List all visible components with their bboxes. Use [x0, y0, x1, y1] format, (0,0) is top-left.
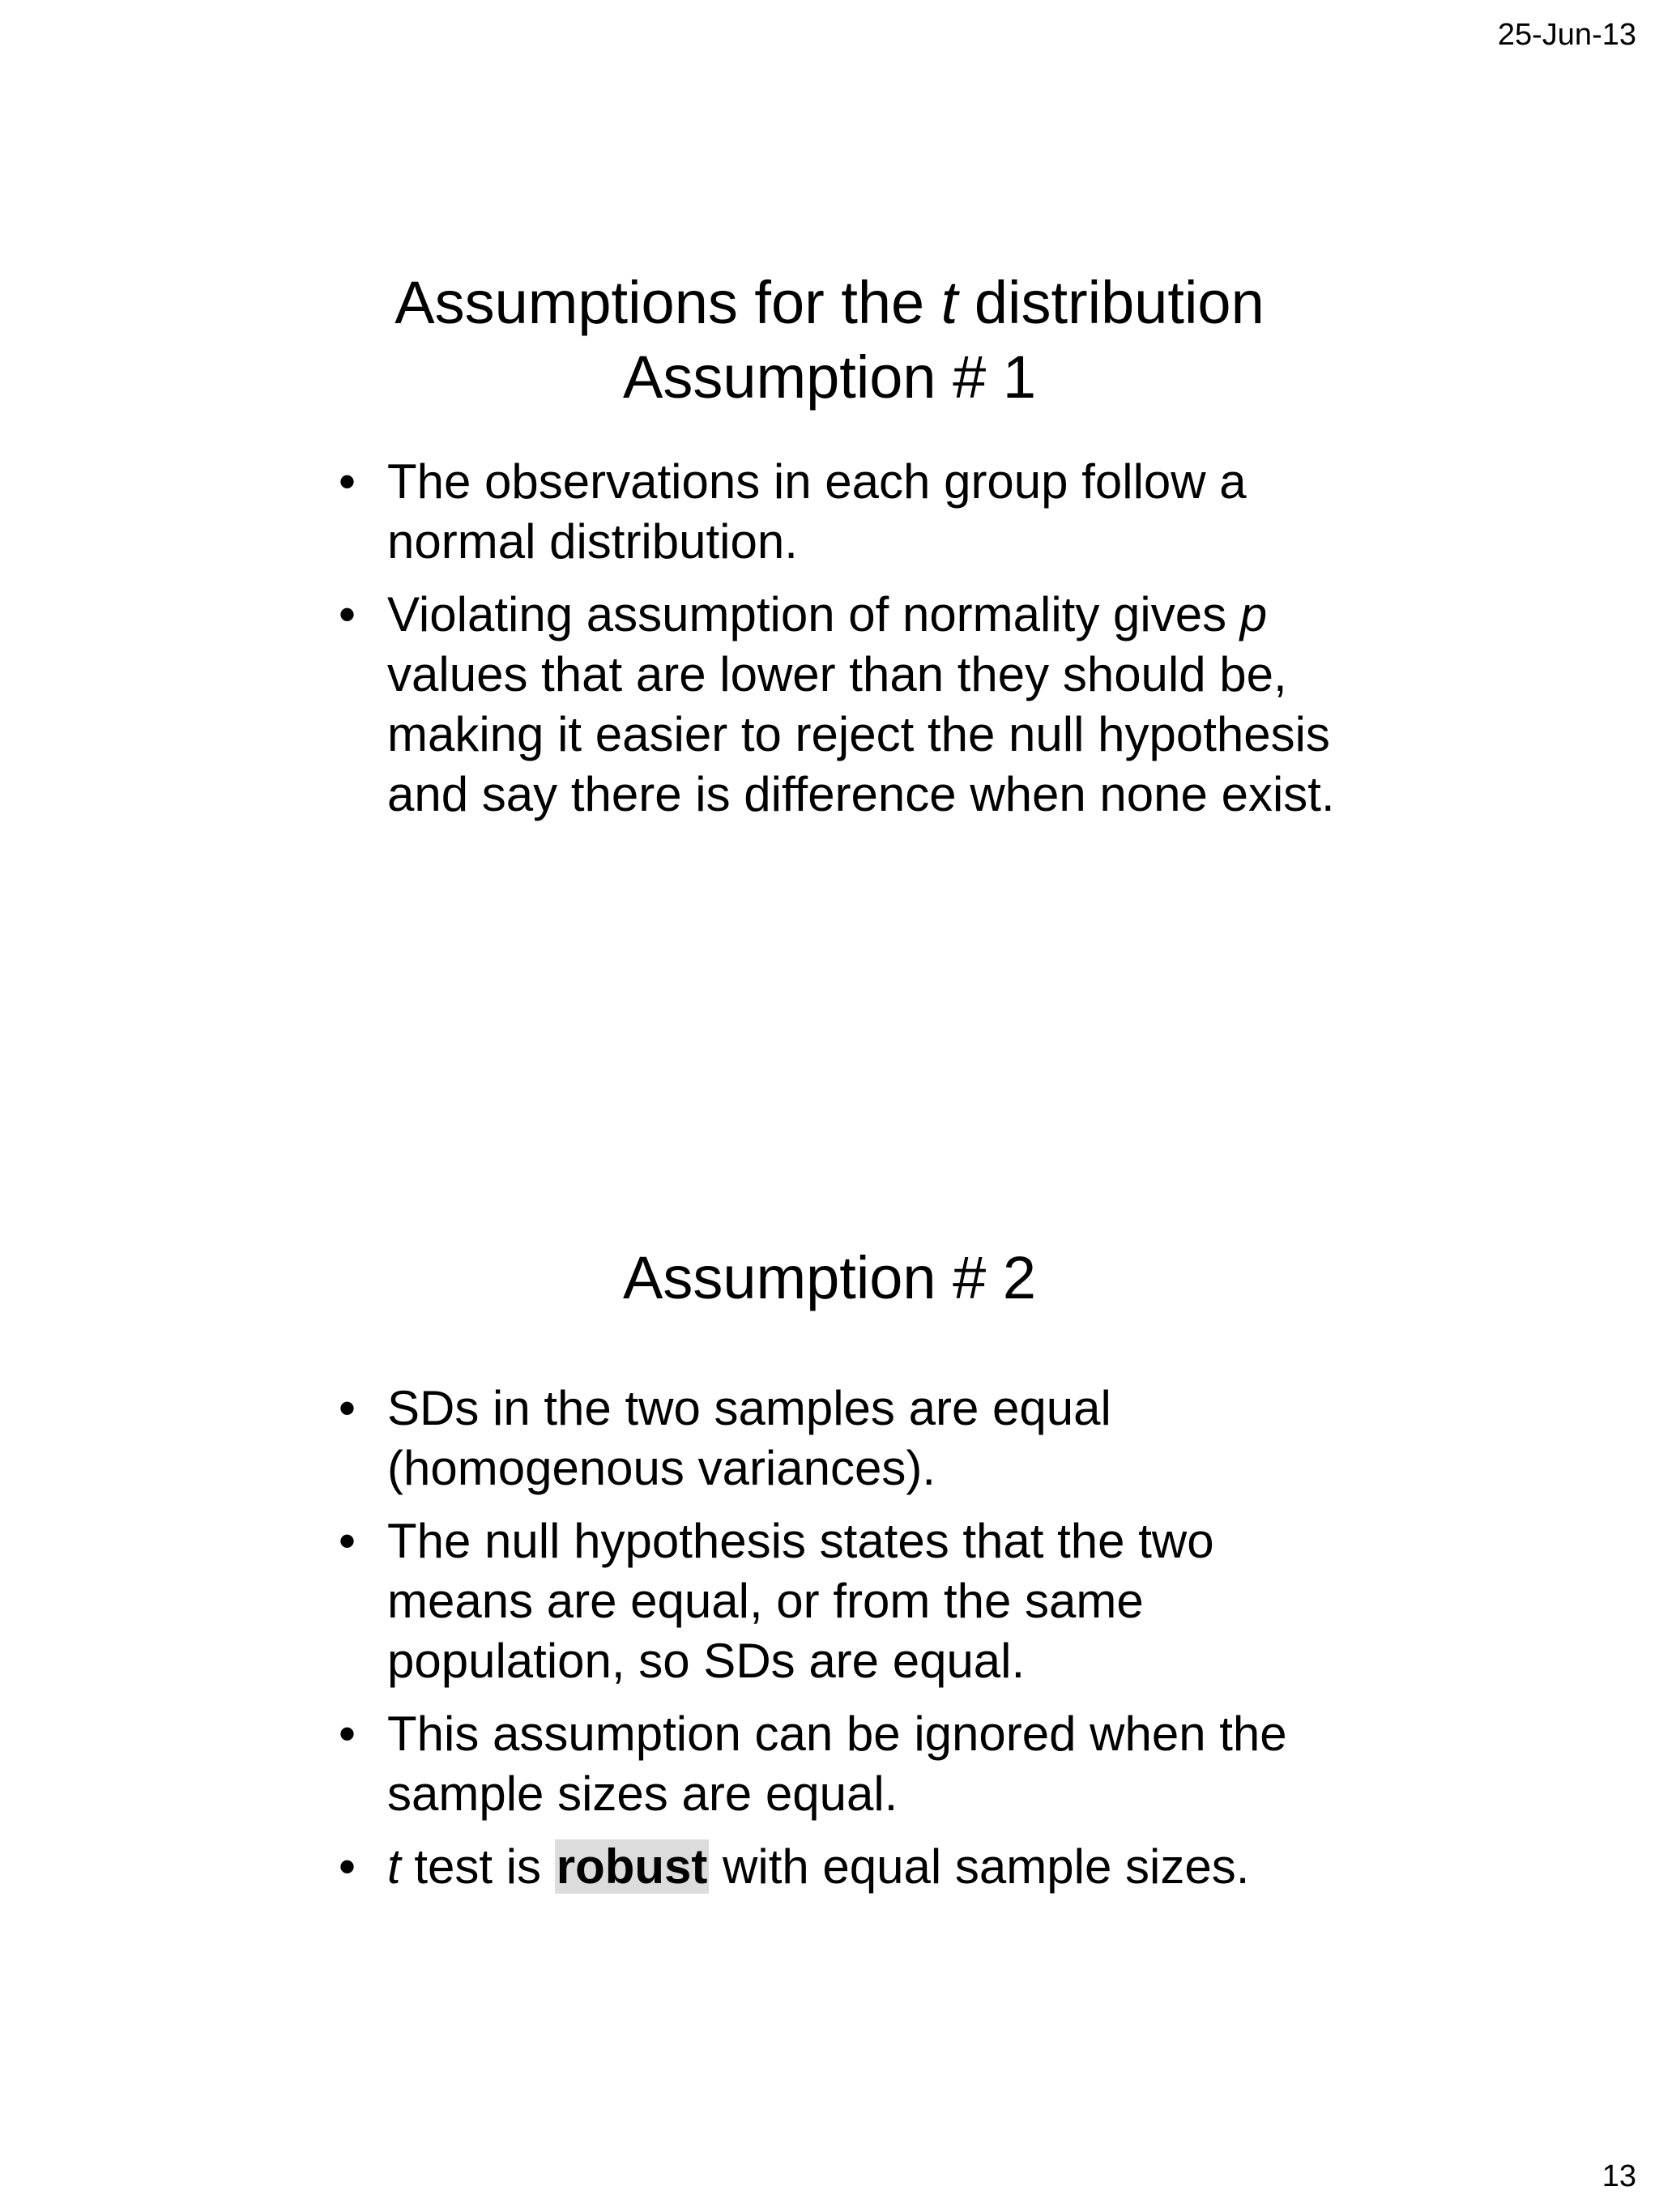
bullet-icon: •	[339, 1707, 356, 1761]
bullet-icon: •	[339, 1839, 356, 1894]
page-number: 13	[1601, 2159, 1636, 2193]
bullet-item	[339, 1511, 1351, 1691]
bullet-text: The observations in each group follow a normal distribution.	[387, 454, 1247, 569]
bullet-list	[339, 452, 1351, 837]
date-label: 25-Jun-13	[1497, 18, 1636, 52]
title-line-1: Assumption # 2	[622, 1244, 1037, 1311]
bullet-list	[339, 1379, 1351, 1910]
bullet-icon: •	[339, 454, 356, 509]
bullet-icon: •	[339, 1514, 356, 1568]
title-line-2: Assumption # 1	[622, 343, 1037, 411]
bullet-item	[339, 1379, 1351, 1498]
bullet-icon: •	[339, 587, 356, 641]
bullet-text: SDs in the two samples are equal (homogenous variances).	[387, 1381, 1111, 1495]
bullet-item	[339, 1704, 1351, 1824]
bullet-item	[339, 452, 1351, 572]
bullet-text: The null hypothesis states that the two means are equal, or from the same population, so SDs are equal.	[387, 1514, 1214, 1688]
bullet-text: Violating assumption of normality gives p values that are lower than they should be, making it easier to reject the null hypothesis and say there is difference when none exist.	[387, 587, 1335, 821]
title-italic-t: t	[940, 269, 958, 336]
bullet-text: This assumption can be ignored when the sample sizes are equal.	[387, 1707, 1287, 1821]
slide-assumption-2	[0, 1241, 1659, 1894]
slide-assumption-1	[0, 266, 1659, 821]
slide-title	[0, 266, 1659, 415]
bullet-item	[339, 585, 1351, 825]
bullet-item	[339, 1837, 1351, 1897]
bullet-icon: •	[339, 1381, 356, 1435]
robust-term: robust	[556, 1839, 708, 1894]
bullet-text: t test is robust with equal sample sizes.	[387, 1839, 1250, 1894]
title-line-1: Assumptions for the t distribution	[394, 269, 1265, 336]
slide-title	[0, 1241, 1659, 1315]
